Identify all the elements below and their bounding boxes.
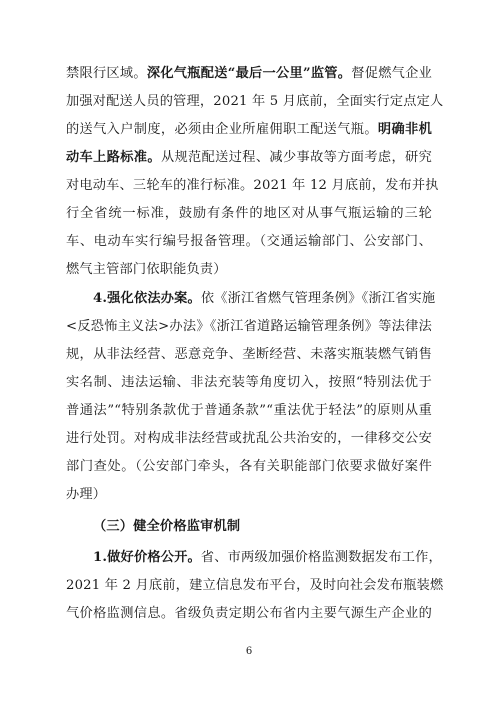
paragraph-3-line-3: 气价格监测信息。省级负责定期公布省内主要气源生产企业的 <box>66 606 432 621</box>
bold-heading-segment: 4.强化依法办案。 <box>93 291 201 306</box>
bold-heading-segment: 动车上路标准。 <box>66 150 161 165</box>
section-heading: （三）健全价格监审机制 <box>93 519 241 534</box>
paragraph-1-line-2: 加强对配送人员的管理，2021 年 5 月底前，全面实行定点定人 <box>66 94 444 109</box>
paragraph-1-line-1 <box>66 62 432 86</box>
paragraph-2-line-7: 部门查处。（公安部门牵头，各有关职能部门依要求做好案件 <box>66 459 432 474</box>
paragraph-2-line-3: 规，从非法经营、恶意竞争、垄断经营、未落实瓶装燃气销售 <box>66 347 432 362</box>
text-segment: 督促燃气企业 <box>351 66 433 81</box>
paragraph-1-line-5: 对电动车、三轮车的准行标准。2021 年 12 月底前，发布并执 <box>66 178 439 193</box>
paragraph-2-line-8: 办理） <box>66 487 107 502</box>
paragraph-2-line-5: 普通法”“特别条款优于普通条款”“重法优于轻法”的原则从重 <box>66 403 432 418</box>
paragraph-2-line-1 <box>93 287 436 311</box>
paragraph-3-line-2: 2021 年 2 月底前，建立信息发布平台，及时向社会发布瓶装燃 <box>66 578 444 593</box>
bold-heading-segment: 深化气瓶配送“最后一公里”监管。 <box>146 66 352 81</box>
paragraph-1-line-8: 燃气主管部门依职能负责） <box>66 262 227 277</box>
paragraph-1-line-4 <box>66 146 432 170</box>
paragraph-2-line-4: 实名制、违法运输、非法充装等角度切入，按照“特别法优于 <box>66 375 432 390</box>
bold-heading-segment: 明确非机 <box>377 122 432 137</box>
paragraph-1-line-6: 行全省统一标准，鼓励有条件的地区对从事气瓶运输的三轮 <box>66 206 432 221</box>
text-segment: 禁限行区域。 <box>66 66 147 81</box>
bold-heading-segment: 1.做好价格公开。 <box>93 550 201 565</box>
page-number: 6 <box>245 646 253 657</box>
text-segment: 从规范配送过程、减少事故等方面考虑，研究 <box>160 150 432 165</box>
paragraph-2-line-6: 进行处罚。对构成非法经营或扰乱公共治安的，一律移交公安 <box>66 431 432 446</box>
text-segment: 依《浙江省燃气管理条例》《浙江省实施 <box>200 291 436 306</box>
paragraph-3-line-1 <box>93 546 442 570</box>
paragraph-1-line-3 <box>66 118 432 142</box>
paragraph-1-line-7: 车、电动车实行编号报备管理。（交通运输部门、公安部门、 <box>66 234 432 249</box>
text-segment: 的送气入户制度，必须由企业所雇佣职工配送气瓶。 <box>66 122 378 137</box>
text-segment: 省、市两级加强价格监测数据发布工作， <box>200 550 442 565</box>
paragraph-2-line-2: <反恐怖主义法>办法》《浙江省道路运输管理条例》等法律法 <box>66 319 432 334</box>
